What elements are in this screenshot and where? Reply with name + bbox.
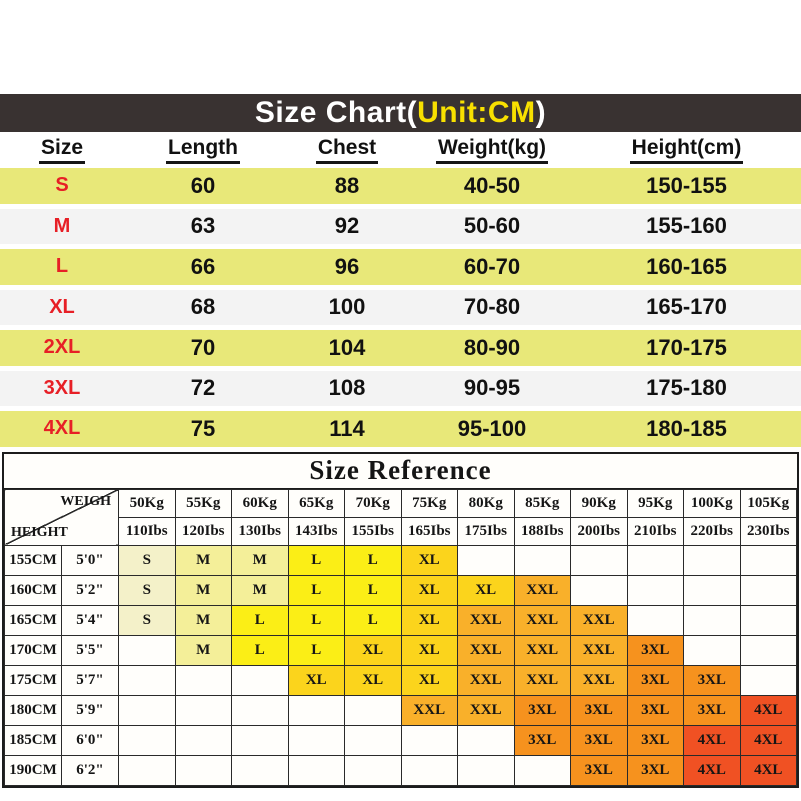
column-header-label: Chest	[316, 136, 378, 164]
weight-lbs-header: 120Ibs	[175, 517, 232, 545]
size-cell-weight: 60-70	[463, 253, 521, 279]
height-ft-label: 6'2"	[62, 755, 119, 785]
size-cell-length: 72	[190, 375, 216, 401]
matrix-size-cell: XL	[288, 665, 345, 695]
weight-kg-header: 50Kg	[119, 489, 176, 517]
title-suffix: )	[535, 96, 547, 129]
matrix-empty-cell	[458, 545, 515, 575]
size-chart-rows	[0, 168, 801, 452]
size-cell-length: 75	[190, 415, 216, 441]
matrix-size-cell: L	[232, 635, 289, 665]
size-cell-chest: 100	[328, 294, 366, 320]
weight-kg-header: 60Kg	[232, 489, 289, 517]
reference-row-155cm	[5, 545, 797, 575]
size-row-2xl	[0, 330, 801, 371]
matrix-size-cell: XXL	[514, 605, 571, 635]
size-cell-chest: 88	[334, 172, 360, 198]
height-cm-label: 160CM	[5, 575, 62, 605]
reference-row-190cm	[5, 755, 797, 785]
weight-kg-header: 105Kg	[740, 489, 797, 517]
weight-lbs-header: 175Ibs	[458, 517, 515, 545]
matrix-size-cell: L	[345, 605, 402, 635]
matrix-size-cell: XXL	[458, 665, 515, 695]
size-cell-height: 165-170	[646, 294, 727, 320]
weight-lbs-header: 188Ibs	[514, 517, 571, 545]
size-cell-length: 70	[190, 334, 216, 360]
matrix-size-cell: XL	[401, 545, 458, 575]
matrix-size-cell: 3XL	[684, 695, 741, 725]
reference-row-165cm	[5, 605, 797, 635]
matrix-empty-cell	[684, 605, 741, 635]
size-cell-size: L	[55, 255, 69, 278]
height-ft-label: 5'9"	[62, 695, 119, 725]
matrix-empty-cell	[401, 755, 458, 785]
weight-lbs-header: 220Ibs	[684, 517, 741, 545]
matrix-empty-cell	[740, 545, 797, 575]
size-row-l	[0, 249, 801, 290]
matrix-empty-cell	[514, 545, 571, 575]
size-cell-length: 63	[190, 213, 216, 239]
matrix-empty-cell	[458, 755, 515, 785]
size-cell-weight: 95-100	[457, 415, 527, 441]
matrix-size-cell: 3XL	[571, 755, 628, 785]
matrix-size-cell: S	[119, 545, 176, 575]
weight-kg-header: 90Kg	[571, 489, 628, 517]
size-cell-chest: 108	[328, 375, 366, 401]
matrix-size-cell: XXL	[458, 635, 515, 665]
height-cm-label: 185CM	[5, 725, 62, 755]
matrix-empty-cell	[345, 695, 402, 725]
size-chart-column-headers	[0, 132, 801, 168]
matrix-empty-cell	[232, 755, 289, 785]
column-header-label: Height(cm)	[630, 136, 744, 164]
weight-lbs-header: 110Ibs	[119, 517, 176, 545]
weight-kg-header: 75Kg	[401, 489, 458, 517]
size-chart-title-bar	[0, 94, 801, 132]
weight-lbs-header: 143Ibs	[288, 517, 345, 545]
size-row-xl	[0, 290, 801, 331]
matrix-empty-cell	[345, 725, 402, 755]
matrix-size-cell: 4XL	[684, 755, 741, 785]
matrix-empty-cell	[684, 635, 741, 665]
column-header-size	[0, 136, 124, 164]
height-ft-label: 5'0"	[62, 545, 119, 575]
matrix-size-cell: S	[119, 605, 176, 635]
weight-lbs-header: 155Ibs	[345, 517, 402, 545]
matrix-empty-cell	[119, 665, 176, 695]
matrix-empty-cell	[740, 635, 797, 665]
reference-row-160cm	[5, 575, 797, 605]
size-cell-weight: 90-95	[463, 375, 521, 401]
matrix-size-cell: S	[119, 575, 176, 605]
reference-row-185cm	[5, 725, 797, 755]
matrix-empty-cell	[175, 725, 232, 755]
size-cell-weight: 50-60	[463, 213, 521, 239]
matrix-size-cell: M	[175, 575, 232, 605]
matrix-size-cell: XL	[345, 635, 402, 665]
matrix-size-cell: L	[345, 575, 402, 605]
matrix-empty-cell	[684, 575, 741, 605]
weight-kg-header: 70Kg	[345, 489, 402, 517]
matrix-size-cell: XXL	[458, 605, 515, 635]
top-margin	[0, 0, 801, 94]
size-cell-height: 170-175	[646, 334, 727, 360]
size-reference-section	[2, 452, 799, 788]
size-cell-chest: 92	[334, 213, 360, 239]
matrix-size-cell: 3XL	[627, 695, 684, 725]
corner-weight-label: WEIGH	[60, 493, 111, 509]
matrix-size-cell: M	[232, 575, 289, 605]
matrix-size-cell: XL	[345, 665, 402, 695]
matrix-size-cell: 4XL	[684, 725, 741, 755]
matrix-empty-cell	[345, 755, 402, 785]
matrix-size-cell: 4XL	[740, 755, 797, 785]
matrix-size-cell: XXL	[458, 695, 515, 725]
size-cell-height: 175-180	[646, 375, 727, 401]
ref-table-body	[5, 489, 797, 785]
matrix-size-cell: XL	[401, 665, 458, 695]
reference-row-170cm	[5, 635, 797, 665]
matrix-empty-cell	[119, 695, 176, 725]
column-header-label: Weight(kg)	[436, 136, 548, 164]
size-cell-length: 68	[190, 294, 216, 320]
matrix-size-cell: M	[232, 545, 289, 575]
matrix-size-cell: M	[175, 605, 232, 635]
matrix-size-cell: L	[232, 605, 289, 635]
weight-kg-header: 55Kg	[175, 489, 232, 517]
matrix-empty-cell	[627, 575, 684, 605]
size-row-3xl	[0, 371, 801, 412]
height-ft-label: 5'2"	[62, 575, 119, 605]
matrix-size-cell: XL	[401, 635, 458, 665]
weight-kg-header: 80Kg	[458, 489, 515, 517]
matrix-size-cell: L	[288, 545, 345, 575]
matrix-size-cell: M	[175, 635, 232, 665]
height-cm-label: 155CM	[5, 545, 62, 575]
height-ft-label: 5'4"	[62, 605, 119, 635]
weight-kg-header: 100Kg	[684, 489, 741, 517]
corner-height-label: HEIGHT	[11, 524, 68, 540]
column-header-heightcm	[572, 136, 801, 164]
height-cm-label: 180CM	[5, 695, 62, 725]
size-cell-size: 2XL	[43, 336, 81, 359]
size-cell-height: 150-155	[646, 172, 727, 198]
matrix-size-cell: 3XL	[514, 695, 571, 725]
matrix-empty-cell	[740, 665, 797, 695]
size-cell-weight: 70-80	[463, 294, 521, 320]
size-reference-title: Size Reference	[4, 454, 797, 489]
weight-lbs-header: 200Ibs	[571, 517, 628, 545]
matrix-empty-cell	[627, 605, 684, 635]
matrix-size-cell: XXL	[514, 575, 571, 605]
column-header-chest	[282, 136, 412, 164]
column-header-label: Size	[39, 136, 85, 164]
column-header-weightkg	[412, 136, 572, 164]
weight-height-corner-cell	[5, 489, 119, 545]
height-cm-label: 165CM	[5, 605, 62, 635]
matrix-size-cell: XXL	[514, 635, 571, 665]
size-cell-weight: 80-90	[463, 334, 521, 360]
height-ft-label: 6'0"	[62, 725, 119, 755]
matrix-empty-cell	[119, 635, 176, 665]
size-cell-size: XL	[49, 295, 75, 318]
weight-lbs-header: 130Ibs	[232, 517, 289, 545]
matrix-size-cell: L	[288, 575, 345, 605]
size-cell-size: M	[53, 214, 71, 237]
matrix-size-cell: XXL	[401, 695, 458, 725]
matrix-empty-cell	[571, 545, 628, 575]
weight-kg-header: 85Kg	[514, 489, 571, 517]
size-row-s	[0, 168, 801, 209]
weight-kg-header: 65Kg	[288, 489, 345, 517]
matrix-empty-cell	[514, 755, 571, 785]
matrix-empty-cell	[175, 695, 232, 725]
size-cell-chest: 114	[329, 415, 365, 441]
matrix-empty-cell	[288, 755, 345, 785]
height-ft-label: 5'5"	[62, 635, 119, 665]
size-cell-weight: 40-50	[463, 172, 521, 198]
size-row-m	[0, 209, 801, 250]
matrix-empty-cell	[740, 605, 797, 635]
weight-kg-header-row	[5, 489, 797, 517]
size-row-4xl	[0, 411, 801, 452]
size-cell-size: 3XL	[43, 376, 81, 399]
height-cm-label: 190CM	[5, 755, 62, 785]
matrix-size-cell: XXL	[514, 665, 571, 695]
weight-kg-header: 95Kg	[627, 489, 684, 517]
matrix-empty-cell	[232, 725, 289, 755]
matrix-size-cell: 4XL	[740, 725, 797, 755]
matrix-empty-cell	[119, 725, 176, 755]
weight-lbs-header: 210Ibs	[627, 517, 684, 545]
weight-lbs-header: 165Ibs	[401, 517, 458, 545]
size-cell-length: 66	[190, 253, 216, 279]
matrix-size-cell: XXL	[571, 635, 628, 665]
height-cm-label: 175CM	[5, 665, 62, 695]
matrix-empty-cell	[175, 665, 232, 695]
matrix-empty-cell	[288, 725, 345, 755]
matrix-size-cell: L	[345, 545, 402, 575]
matrix-empty-cell	[740, 575, 797, 605]
matrix-size-cell: 3XL	[571, 695, 628, 725]
size-cell-size: S	[55, 174, 69, 197]
weight-lbs-header-row	[5, 517, 797, 545]
matrix-size-cell: 3XL	[627, 665, 684, 695]
matrix-empty-cell	[401, 725, 458, 755]
weight-lbs-header: 230Ibs	[740, 517, 797, 545]
size-cell-chest: 96	[334, 253, 360, 279]
reference-row-175cm	[5, 665, 797, 695]
matrix-size-cell: XXL	[571, 665, 628, 695]
matrix-size-cell: 3XL	[571, 725, 628, 755]
size-cell-height: 160-165	[646, 253, 727, 279]
matrix-size-cell: 3XL	[627, 635, 684, 665]
size-cell-length: 60	[190, 172, 216, 198]
matrix-empty-cell	[175, 755, 232, 785]
size-cell-chest: 104	[328, 334, 366, 360]
reference-row-180cm	[5, 695, 797, 725]
matrix-size-cell: 3XL	[627, 725, 684, 755]
unit-highlight: Unit:CM	[417, 96, 536, 129]
size-cell-height: 155-160	[646, 213, 727, 239]
matrix-empty-cell	[458, 725, 515, 755]
matrix-size-cell: 3XL	[514, 725, 571, 755]
title-prefix: Size Chart(	[254, 96, 418, 129]
size-chart-title	[255, 96, 546, 130]
matrix-empty-cell	[684, 545, 741, 575]
matrix-size-cell: XXL	[571, 605, 628, 635]
matrix-empty-cell	[232, 695, 289, 725]
matrix-size-cell: XL	[458, 575, 515, 605]
matrix-size-cell: L	[288, 605, 345, 635]
size-cell-height: 180-185	[646, 415, 727, 441]
matrix-empty-cell	[627, 545, 684, 575]
matrix-size-cell: L	[288, 635, 345, 665]
matrix-empty-cell	[119, 755, 176, 785]
height-ft-label: 5'7"	[62, 665, 119, 695]
column-header-length	[124, 136, 282, 164]
size-cell-size: 4XL	[43, 417, 81, 440]
matrix-size-cell: XL	[401, 575, 458, 605]
column-header-label: Length	[166, 136, 240, 164]
matrix-size-cell: 3XL	[627, 755, 684, 785]
matrix-size-cell: XL	[401, 605, 458, 635]
matrix-empty-cell	[571, 575, 628, 605]
matrix-size-cell: M	[175, 545, 232, 575]
height-cm-label: 170CM	[5, 635, 62, 665]
matrix-size-cell: 3XL	[684, 665, 741, 695]
matrix-empty-cell	[232, 665, 289, 695]
matrix-size-cell: 4XL	[740, 695, 797, 725]
matrix-empty-cell	[288, 695, 345, 725]
size-reference-table	[4, 489, 797, 786]
